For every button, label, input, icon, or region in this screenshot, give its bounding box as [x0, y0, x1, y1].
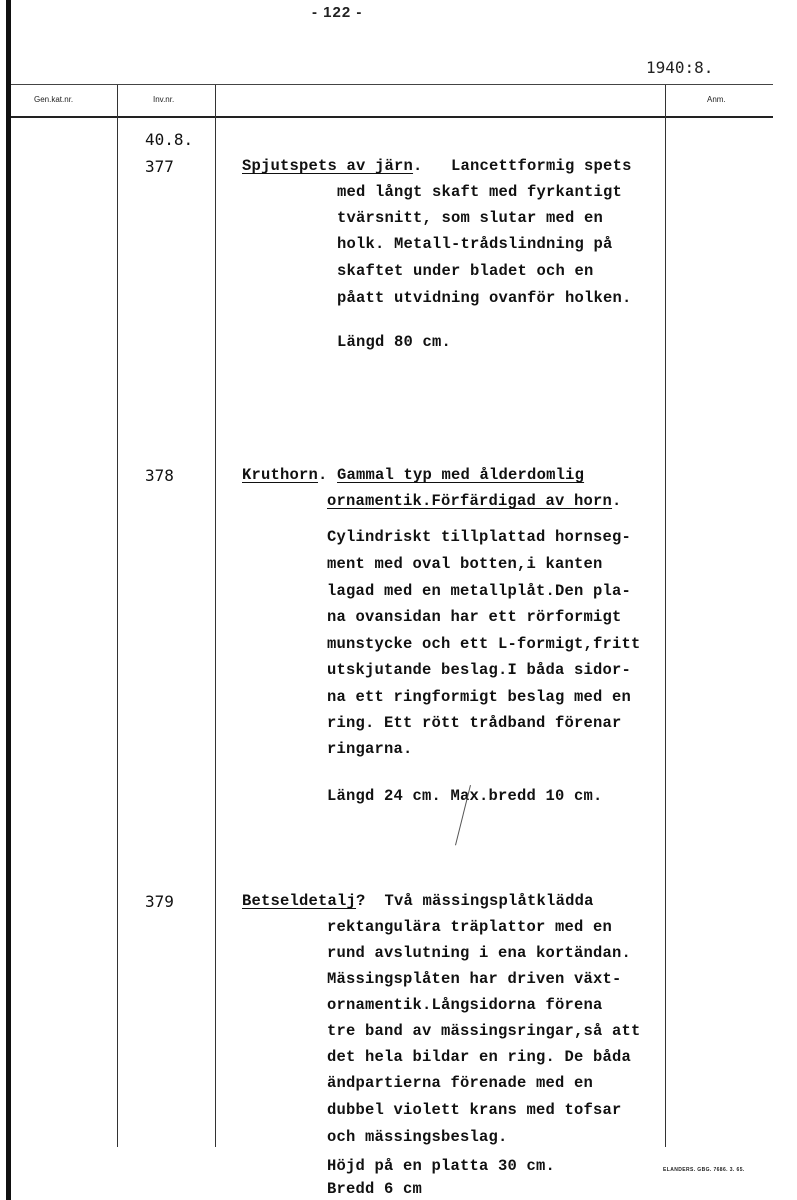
description-line: tvärsnitt, som slutar med en	[337, 209, 604, 227]
description-line: ringarna.	[327, 740, 413, 758]
description-line: med långt skaft med fyrkantigt	[337, 183, 623, 201]
measurement-line: Höjd på en platta 30 cm.	[327, 1157, 556, 1175]
entry-title-line	[242, 466, 584, 484]
description-line: dubbel violett krans med tofsar	[327, 1101, 622, 1119]
entry-subtitle-line	[327, 492, 622, 510]
description-line: ring. Ett rött trådband förenar	[327, 714, 622, 732]
left-binding-bar	[6, 0, 11, 1200]
description-line: det hela bildar en ring. De båda	[327, 1048, 632, 1066]
description-line: Cylindriskt tillplattad hornseg-	[327, 528, 632, 546]
description-line: lagad med en metallplåt.Den pla-	[327, 582, 632, 600]
header-top-rule	[11, 84, 773, 85]
entry-subtitle-end: .	[612, 492, 622, 510]
entry-title: Kruthorn	[242, 466, 319, 484]
column-divider-2	[215, 85, 216, 1147]
inv-prefix: 40.8.	[145, 130, 194, 149]
entry-title-line	[242, 157, 632, 175]
column-header-gen-kat: Gen.kat.nr.	[34, 95, 74, 104]
inv-number: 378	[145, 466, 174, 485]
description-line: och mässingsbeslag.	[327, 1128, 508, 1146]
measurement-line: Längd 80 cm.	[337, 333, 452, 351]
description-line: na ovansidan har ett rörformigt	[327, 608, 622, 626]
column-header-anm: Anm.	[707, 95, 726, 104]
description-line: ändpartierna förenade med en	[327, 1074, 594, 1092]
entry-subtitle-2: ornamentik.Förfärdigad av horn	[327, 492, 613, 510]
description-line: rektangulära träplattor med en	[327, 918, 613, 936]
entry-title-rest: ? Två mässingsplåtklädda	[356, 892, 594, 910]
entry-title-rest: . Lancettformig spets	[413, 157, 632, 175]
entry-title-sep: .	[318, 466, 338, 484]
description-line: tre band av mässingsringar,så att	[327, 1022, 641, 1040]
entry-title: Betseldetalj	[242, 892, 357, 910]
column-divider-3	[665, 85, 666, 1147]
description-line: Mässingsplåten har driven växt-	[327, 970, 622, 988]
description-line: ornamentik.Långsidorna förena	[327, 996, 603, 1014]
measurement-line: Bredd 6 cm	[327, 1180, 423, 1198]
column-divider-1	[117, 85, 118, 1147]
entry-subtitle: Gammal typ med ålderdomlig	[337, 466, 585, 484]
printer-mark: ELANDERS. GBG. 7686. 3. 65.	[663, 1167, 745, 1173]
page-number: - 122 -	[312, 4, 363, 21]
inv-number: 379	[145, 892, 174, 911]
entry-title-line	[242, 892, 594, 910]
entry-title: Spjutspets av järn	[242, 157, 414, 175]
description-line: utskjutande beslag.I båda sidor-	[327, 661, 632, 679]
description-line: munstycke och ett L-formigt,fritt	[327, 635, 641, 653]
column-header-inv: Inv.nr.	[153, 95, 175, 104]
measurement-line: Längd 24 cm. Max.bredd 10 cm.	[327, 787, 603, 805]
header-bottom-rule	[11, 116, 773, 118]
description-line: na ett ringformigt beslag med en	[327, 688, 632, 706]
description-line: skaftet under bladet och en	[337, 262, 594, 280]
description-line: holk. Metall-trådslindning på	[337, 235, 613, 253]
description-line: rund avslutning i ena kortändan.	[327, 944, 632, 962]
description-line: ment med oval botten,i kanten	[327, 555, 603, 573]
accession-number: 1940:8.	[646, 58, 714, 77]
inv-number: 377	[145, 157, 174, 176]
description-line: påatt utvidning ovanför holken.	[337, 289, 632, 307]
